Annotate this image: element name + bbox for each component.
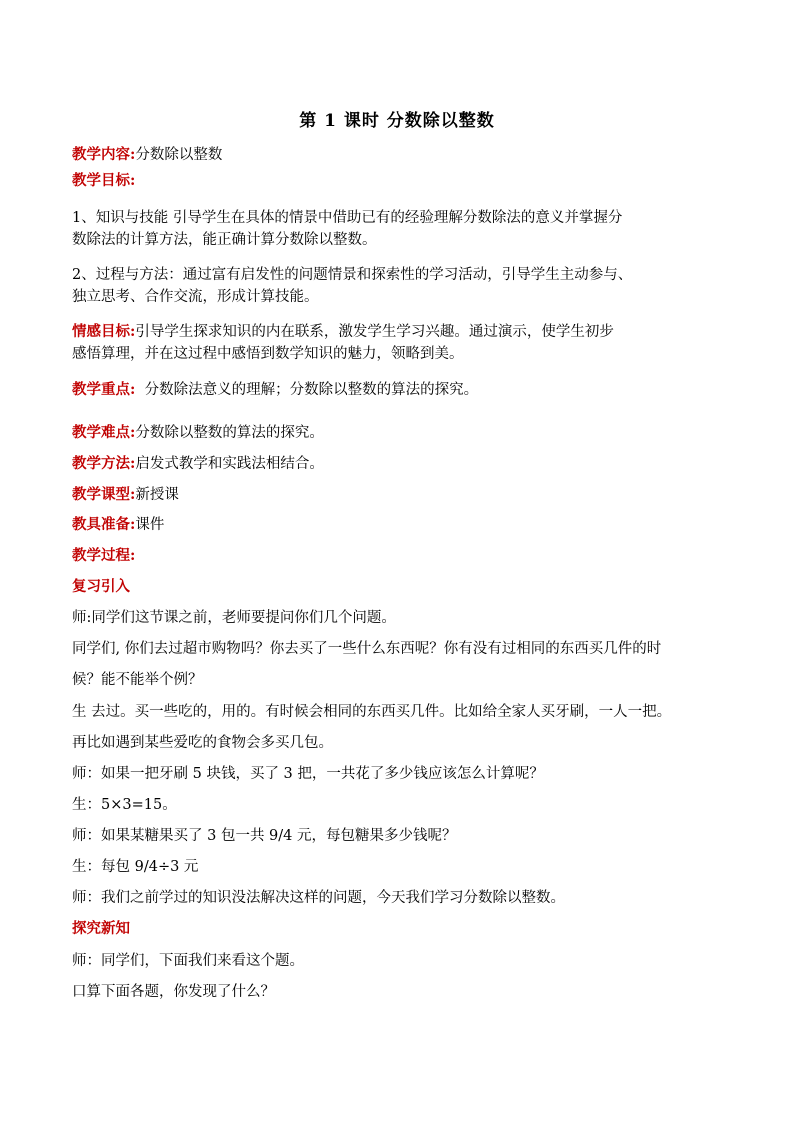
dialogue-line: 口算下面各题，你发现了什么？ <box>72 984 275 1000</box>
dialogue-line: 师：我们之前学过的知识没法解决这样的问题，今天我们学习分数除以整数。 <box>72 890 565 906</box>
difficulty-text: 分数除以整数的算法的探究。 <box>135 425 324 441</box>
dialogue-line: 师：同学们，下面我们来看这个题。 <box>72 953 304 969</box>
dialogue-line: 师:同学们这节课之前，老师要提问你们几个问题。 <box>72 610 396 626</box>
page-title: 第 1 课时 分数除以整数 <box>299 111 495 131</box>
key-point-label: 教学重点: <box>72 381 136 398</box>
lesson-type-row <box>72 486 179 504</box>
content-row <box>72 146 222 164</box>
method-row <box>72 455 324 473</box>
goal2-line1: 2、过程与方法：通过富有启发性的问题情景和探索性的学习活动，引导学生主动参与、 <box>72 267 633 283</box>
goals-label-text: 教学目标: <box>72 172 136 189</box>
method-label: 教学方法: <box>72 455 136 472</box>
method-text: 启发式教学和实践法相结合。 <box>135 456 324 472</box>
content-label: 教学内容: <box>72 146 136 163</box>
key-point-text: 分数除法意义的理解；分数除以整数的算法的探究。 <box>135 382 479 398</box>
process-label: 教学过程: <box>72 547 136 564</box>
tools-label: 教具准备: <box>72 516 136 533</box>
goals-label <box>72 172 135 190</box>
key-point-row <box>72 381 478 399</box>
dialogue-line: 生：每包 9/4÷3 元 <box>72 859 199 875</box>
dialogue-line: 师：如果一把牙刷 5 块钱，买了 3 把，一共花了多少钱应该怎么计算呢？ <box>72 766 544 782</box>
dialogue-line: 生 去过。买一些吃的，用的。有时候会相同的东西买几件。比如给全家人买牙刷，一人一把。 <box>72 704 672 720</box>
dialogue-line: 生：5×3=15。 <box>72 797 177 813</box>
goal1-line2: 数除法的计算方法，能正确计算分数除以整数。 <box>72 232 377 248</box>
goal1-line1: 1、知识与技能 引导学生在具体的情景中借助已有的经验理解分数除法的意义并掌握分 <box>72 210 623 226</box>
lesson-type-label: 教学课型: <box>72 486 136 503</box>
dialogue-line: 同学们, 你们去过超市购物吗？你去买了一些什么东西呢？你有没有过相同的东西买几件的时 <box>72 641 662 657</box>
difficulty-row <box>72 424 324 442</box>
emotion-line2: 感悟算理，并在这过程中感悟到数学知识的魅力，领略到美。 <box>72 346 464 362</box>
emotion-line1: 引导学生探求知识的内在联系，激发学生学习兴趣。通过演示，使学生初步 <box>135 324 614 340</box>
emotion-row <box>72 323 614 341</box>
content-text: 分数除以整数 <box>135 147 223 163</box>
emotion-label: 情感目标: <box>72 323 136 340</box>
dialogue-line: 师：如果某糖果买了 3 包一共 9/4 元，每包糖果多少钱呢？ <box>72 828 457 844</box>
tools-text: 课件 <box>135 517 165 533</box>
lesson-type-text: 新授课 <box>135 487 179 503</box>
goal2-line2: 独立思考、合作交流，形成计算技能。 <box>72 289 319 305</box>
dialogue-line: 再比如遇到某些爱吃的食物会多买几包。 <box>72 735 333 751</box>
section-explore-heading: 探究新知 <box>72 920 130 937</box>
tools-row <box>72 516 164 534</box>
dialogue-line: 候？能不能举个例？ <box>72 672 203 688</box>
process-row <box>72 547 135 565</box>
difficulty-label: 教学难点: <box>72 424 136 441</box>
section-review-heading: 复习引入 <box>72 578 130 595</box>
